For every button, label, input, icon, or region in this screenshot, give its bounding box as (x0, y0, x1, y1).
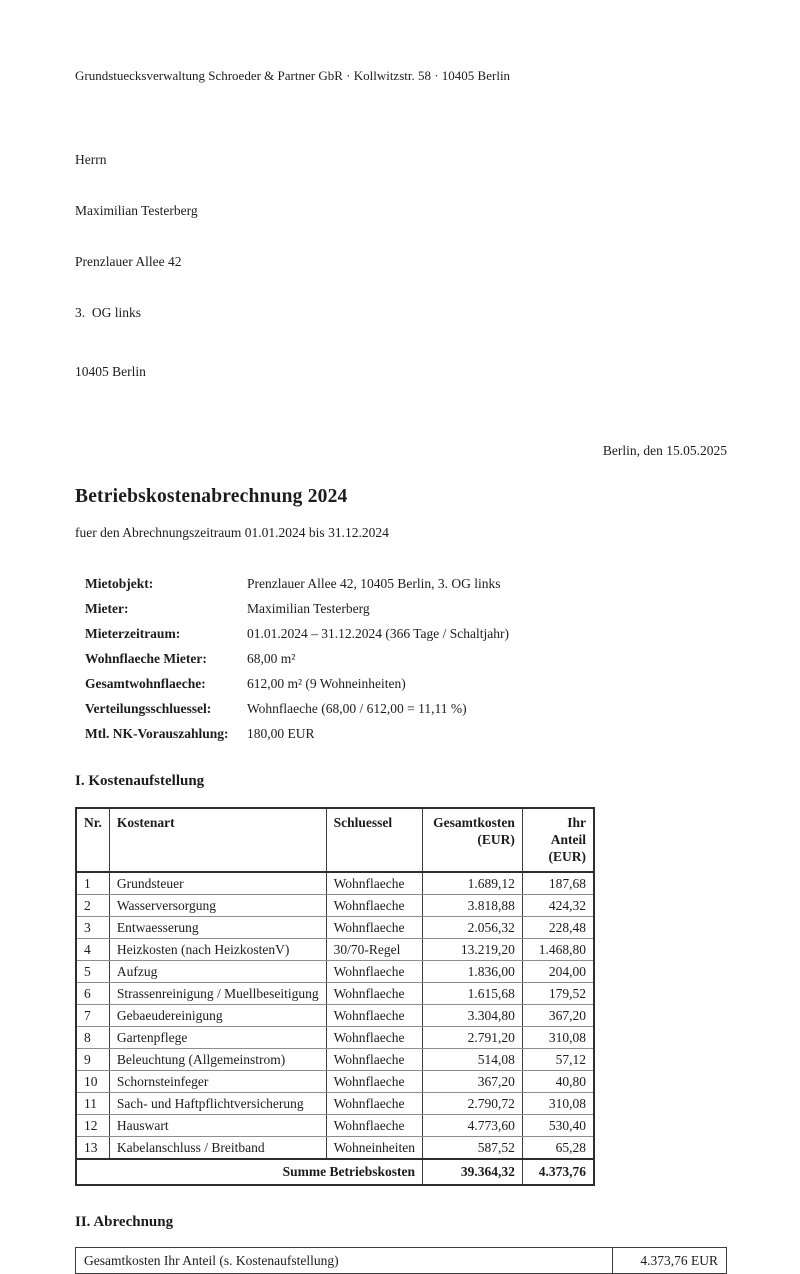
cell-nr: 7 (76, 1005, 109, 1027)
section-heading-kostenaufstellung: I. Kostenaufstellung (75, 773, 205, 789)
cell-schluessel: Wohnflaeche (326, 1049, 422, 1071)
cell-nr: 9 (76, 1049, 109, 1071)
info-value: 68,00 m² (247, 651, 296, 666)
info-row-mietobjekt (85, 571, 727, 596)
abrechnung-table (75, 1247, 727, 1274)
cell-gesamtkosten: 1.836,00 (423, 961, 523, 983)
column-header-gesamtkosten (423, 808, 523, 872)
cell-anteil: 40,80 (522, 1071, 594, 1093)
cell-schluessel: Wohnflaeche (326, 983, 422, 1005)
abrechnung-label: Gesamtkosten Ihr Anteil (s. Kostenaufstellung) (76, 1248, 613, 1274)
summe-gesamtkosten: 39.364,32 (423, 1159, 523, 1185)
info-value: 612,00 m² (9 Wohneinheiten) (247, 676, 406, 691)
cell-anteil: 65,28 (522, 1137, 594, 1160)
cell-anteil: 179,52 (522, 983, 594, 1005)
cell-gesamtkosten: 587,52 (423, 1137, 523, 1160)
cell-gesamtkosten: 13.219,20 (423, 939, 523, 961)
cell-nr: 13 (76, 1137, 109, 1160)
cell-nr: 11 (76, 1093, 109, 1115)
section-heading-abrechnung: II. Abrechnung (75, 1214, 174, 1230)
cell-nr: 4 (76, 939, 109, 961)
cell-kostenart: Entwaesserung (109, 917, 326, 939)
table-row (76, 872, 594, 895)
cell-gesamtkosten: 2.056,32 (423, 917, 523, 939)
tenancy-info-block (85, 571, 727, 746)
cell-kostenart: Grundsteuer (109, 872, 326, 895)
cell-kostenart: Kabelanschluss / Breitband (109, 1137, 326, 1160)
table-row (76, 983, 594, 1005)
table-row (76, 961, 594, 983)
recipient-floor: 3. OG links (75, 305, 142, 320)
cell-nr: 12 (76, 1115, 109, 1137)
cell-kostenart: Strassenreinigung / Muellbeseitigung (109, 983, 326, 1005)
info-label: Mieterzeitraum: (85, 626, 181, 641)
info-row-gesamtwohnflaeche (85, 671, 727, 696)
table-row (76, 895, 594, 917)
recipient-street: Prenzlauer Allee 42 (75, 254, 182, 269)
info-label: Mieter: (85, 601, 129, 616)
column-header-anteil-line1: Ihr Anteil (550, 815, 586, 847)
cell-anteil: 530,40 (522, 1115, 594, 1137)
cell-gesamtkosten: 1.615,68 (423, 983, 523, 1005)
info-value: Wohnflaeche (68,00 / 612,00 = 11,11 %) (247, 701, 467, 716)
column-header-schluessel: Schluessel (326, 808, 422, 872)
cell-kostenart: Schornsteinfeger (109, 1071, 326, 1093)
cell-schluessel: Wohnflaeche (326, 1005, 422, 1027)
cell-anteil: 367,20 (522, 1005, 594, 1027)
info-value: Maximilian Testerberg (247, 601, 370, 616)
column-header-anteil-line2: (EUR) (548, 849, 586, 864)
recipient-address (75, 117, 727, 414)
cost-table-header (76, 808, 594, 872)
cell-kostenart: Gebaeudereinigung (109, 1005, 326, 1027)
cell-anteil: 187,68 (522, 872, 594, 895)
cell-schluessel: Wohnflaeche (326, 1071, 422, 1093)
abrechnung-value: 4.373,76 EUR (613, 1248, 727, 1274)
column-header-gesamtkosten-line2: (EUR) (477, 832, 515, 847)
table-row (76, 1137, 594, 1160)
info-value: 01.01.2024 – 31.12.2024 (366 Tage / Schaltjahr) (247, 626, 510, 641)
cell-nr: 1 (76, 872, 109, 895)
table-row (76, 1115, 594, 1137)
column-header-nr: Nr. (76, 808, 109, 872)
cell-gesamtkosten: 1.689,12 (423, 872, 523, 895)
summe-row (76, 1159, 594, 1185)
cell-schluessel: Wohnflaeche (326, 1115, 422, 1137)
info-label: Verteilungsschluessel: (85, 701, 212, 716)
table-row (76, 1027, 594, 1049)
summe-anteil: 4.373,76 (522, 1159, 594, 1185)
cell-schluessel: Wohnflaeche (326, 1093, 422, 1115)
cell-gesamtkosten: 2.791,20 (423, 1027, 523, 1049)
cell-schluessel: Wohnflaeche (326, 895, 422, 917)
recipient-salutation: Herrn (75, 152, 107, 167)
cell-schluessel: 30/70-Regel (326, 939, 422, 961)
cell-anteil: 310,08 (522, 1093, 594, 1115)
cell-kostenart: Gartenpflege (109, 1027, 326, 1049)
column-header-gesamtkosten-line1: Gesamtkosten (433, 815, 515, 830)
cell-anteil: 1.468,80 (522, 939, 594, 961)
cell-kostenart: Beleuchtung (Allgemeinstrom) (109, 1049, 326, 1071)
cell-kostenart: Wasserversorgung (109, 895, 326, 917)
info-label: Gesamtwohnflaeche: (85, 676, 206, 691)
info-label: Mietobjekt: (85, 576, 154, 591)
sender-line: Grundstuecksverwaltung Schroeder & Partner GbR · Kollwitzstr. 58 · 10405 Berlin (75, 68, 511, 83)
table-row (76, 939, 594, 961)
info-label: Mtl. NK-Vorauszahlung: (85, 726, 229, 741)
info-row-wohnflaeche-mieter (85, 646, 727, 671)
info-row-nk-vorauszahlung (85, 721, 727, 746)
cell-anteil: 228,48 (522, 917, 594, 939)
cell-schluessel: Wohnflaeche (326, 917, 422, 939)
cell-nr: 5 (76, 961, 109, 983)
cell-schluessel: Wohneinheiten (326, 1137, 422, 1160)
cell-kostenart: Heizkosten (nach HeizkostenV) (109, 939, 326, 961)
column-header-kostenart: Kostenart (109, 808, 326, 872)
cell-anteil: 57,12 (522, 1049, 594, 1071)
info-value: 180,00 EUR (247, 726, 315, 741)
cell-gesamtkosten: 3.304,80 (423, 1005, 523, 1027)
cell-nr: 2 (76, 895, 109, 917)
recipient-city: 10405 Berlin (75, 364, 146, 379)
table-row (76, 1071, 594, 1093)
info-value: Prenzlauer Allee 42, 10405 Berlin, 3. OG links (247, 576, 501, 591)
cell-gesamtkosten: 514,08 (423, 1049, 523, 1071)
table-row (76, 1005, 594, 1027)
cell-nr: 6 (76, 983, 109, 1005)
cell-gesamtkosten: 2.790,72 (423, 1093, 523, 1115)
info-label: Wohnflaeche Mieter: (85, 651, 207, 666)
cell-kostenart: Hauswart (109, 1115, 326, 1137)
cell-anteil: 204,00 (522, 961, 594, 983)
cell-schluessel: Wohnflaeche (326, 961, 422, 983)
cell-anteil: 424,32 (522, 895, 594, 917)
table-row (76, 917, 594, 939)
cost-table (75, 807, 595, 1186)
page-subtitle: fuer den Abrechnungszeitraum 01.01.2024 bis 31.12.2024 (75, 525, 389, 540)
date-line: Berlin, den 15.05.2025 (602, 443, 727, 458)
page-title: Betriebskostenabrechnung 2024 (75, 486, 348, 507)
cell-schluessel: Wohnflaeche (326, 872, 422, 895)
cell-gesamtkosten: 4.773,60 (423, 1115, 523, 1137)
cell-gesamtkosten: 3.818,88 (423, 895, 523, 917)
abrechnung-row (76, 1248, 727, 1274)
table-row (76, 1049, 594, 1071)
cell-nr: 8 (76, 1027, 109, 1049)
info-row-verteilungsschluessel (85, 696, 727, 721)
cell-kostenart: Aufzug (109, 961, 326, 983)
table-row (76, 1093, 594, 1115)
column-header-anteil (522, 808, 594, 872)
summe-label: Summe Betriebskosten (76, 1159, 423, 1185)
cell-kostenart: Sach- und Haftpflichtversicherung (109, 1093, 326, 1115)
cell-nr: 3 (76, 917, 109, 939)
cell-anteil: 310,08 (522, 1027, 594, 1049)
recipient-name: Maximilian Testerberg (75, 203, 198, 218)
cell-gesamtkosten: 367,20 (423, 1071, 523, 1093)
info-row-mieterzeitraum (85, 621, 727, 646)
info-row-mieter (85, 596, 727, 621)
cell-schluessel: Wohnflaeche (326, 1027, 422, 1049)
cell-nr: 10 (76, 1071, 109, 1093)
